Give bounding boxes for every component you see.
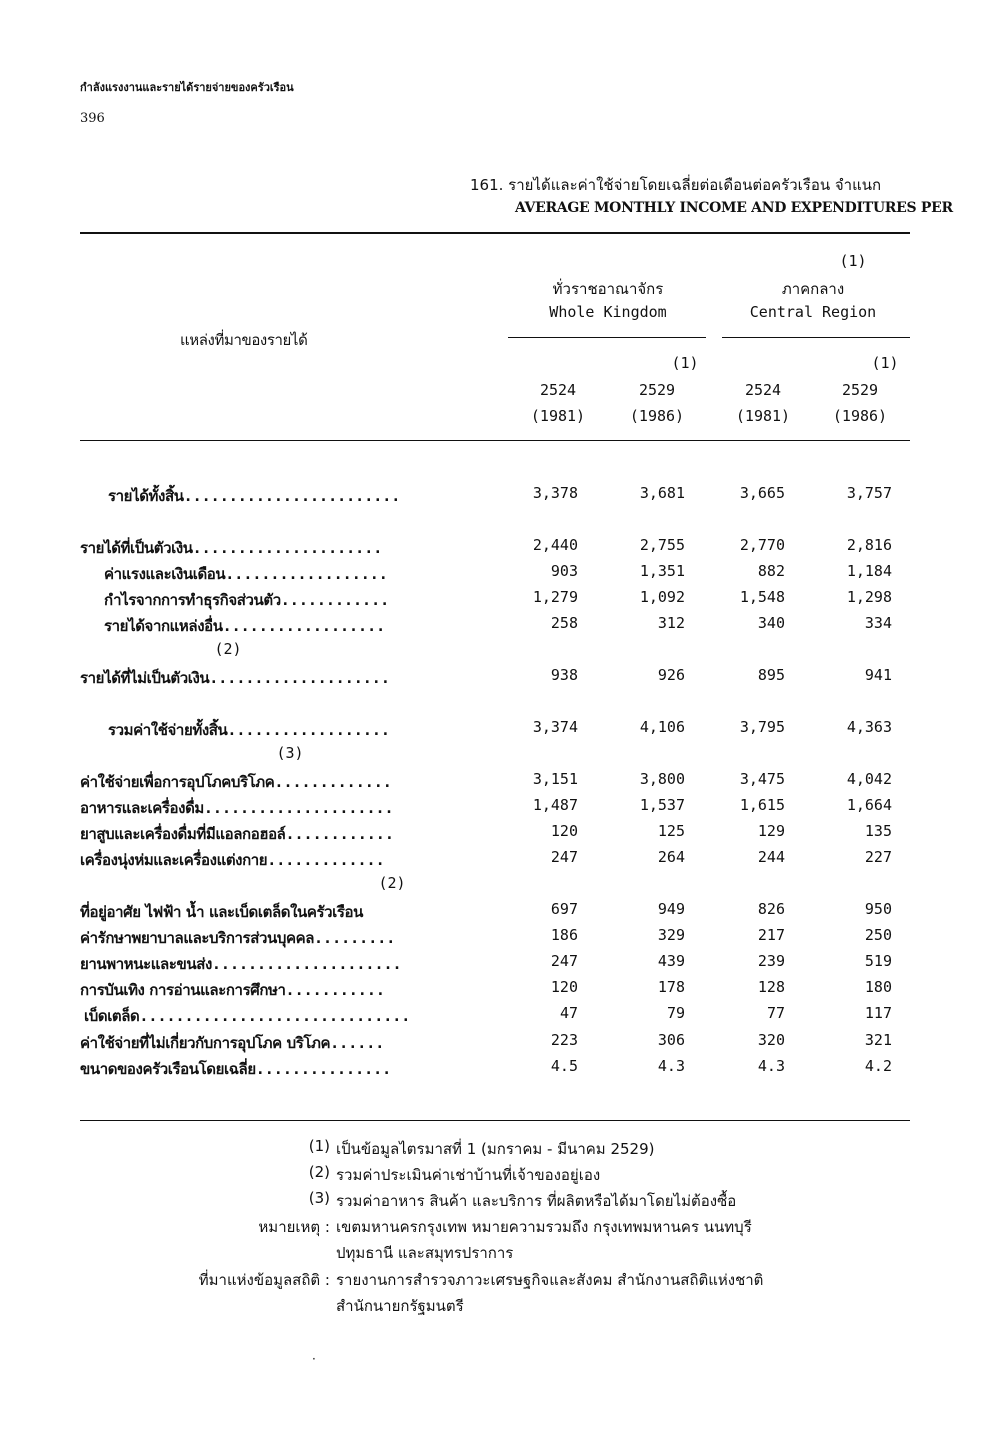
table-cell: 439 xyxy=(657,952,685,970)
row-label-text: ยานพาหนะและขนส่ง xyxy=(80,955,212,973)
footnote-text: เป็นข้อมูลไตรมาสที่ 1 (มกราคม - มีนาคม 2529) xyxy=(336,1140,655,1158)
group-name-english: Whole Kingdom xyxy=(549,303,667,321)
row-label-text: ค่าแรงและเงินเดือน xyxy=(104,565,226,583)
table-cell: 1,537 xyxy=(639,796,685,814)
table-cell: 250 xyxy=(864,926,892,944)
table-cell: 120 xyxy=(550,978,578,996)
table-cell: 117 xyxy=(864,1004,892,1022)
table-cell: 1,664 xyxy=(846,796,892,814)
column-note: (1) xyxy=(871,354,899,372)
row-label xyxy=(80,926,395,950)
footnote-key: (2) xyxy=(308,1163,330,1181)
row-label-text: รวมค่าใช้จ่ายทั้งสิ้น xyxy=(108,721,228,739)
table-cell: 903 xyxy=(550,562,578,580)
column-year: 2529 xyxy=(638,381,676,399)
table-cell: 135 xyxy=(864,822,892,840)
row-label-text: ค่าใช้จ่ายที่ไม่เกี่ยวกับการอุปโภค บริโภค xyxy=(80,1034,331,1052)
row-label xyxy=(80,978,385,1002)
table-cell: 258 xyxy=(550,614,578,632)
row-label-text: เครื่องนุ่งห่มและเครื่องแต่งกาย xyxy=(80,851,268,869)
footnote-text: รายงานการสำรวจภาวะเศรษฐกิจและสังคม สำนักงานสถิติแห่งชาติ xyxy=(336,1271,764,1289)
table-title-thai: 161. รายได้และค่าใช้จ่ายโดยเฉลี่ยต่อเดือนต่อครัวเรือน จำแนก xyxy=(470,176,882,194)
table-cell: 77 xyxy=(766,1004,785,1022)
footnote-text-continued: ปทุมธานี และสมุทรปราการ xyxy=(336,1244,514,1262)
table-cell: 264 xyxy=(657,848,685,866)
table-cell: 1,298 xyxy=(846,588,892,606)
row-label-text: รายได้ที่ไม่เป็นตัวเงิน xyxy=(80,669,210,687)
table-cell: 4,106 xyxy=(639,718,685,736)
footnote-text: รวมค่าอาหาร สินค้า และบริการ ที่ผลิตหรือได้มาโดยไม่ต้องซื้อ xyxy=(336,1192,737,1210)
row-note: (2) xyxy=(214,640,242,658)
table-title-english: AVERAGE MONTHLY INCOME AND EXPENDITURES PER xyxy=(515,200,953,216)
table-cell: 519 xyxy=(864,952,892,970)
footnote-key: (3) xyxy=(308,1189,330,1207)
leader-dots: .................. xyxy=(225,565,388,583)
row-label xyxy=(80,848,385,872)
column-year-ad: (1981) xyxy=(735,407,791,425)
row-label xyxy=(80,1031,384,1055)
row-label-text: กำไรจากการทำธุรกิจส่วนตัว xyxy=(104,591,281,609)
row-label-text: ที่อยู่อาศัย ไฟฟ้า น้ำ และเบ็ดเตล็ดในครัวเรือน xyxy=(80,903,364,921)
row-label xyxy=(108,484,400,508)
leader-dots: ............... xyxy=(255,1060,392,1078)
table-cell: 1,279 xyxy=(532,588,578,606)
table-cell: 128 xyxy=(757,978,785,996)
row-label-text: ค่ารักษาพยาบาลและบริการส่วนบุคคล xyxy=(80,929,315,947)
table-cell: 186 xyxy=(550,926,578,944)
footnote-text-continued: สำนักนายกรัฐมนตรี xyxy=(336,1297,464,1315)
stray-mark: · xyxy=(312,1352,316,1366)
leader-dots: .................... xyxy=(209,669,390,687)
column-year: 2529 xyxy=(841,381,879,399)
table-cell: 329 xyxy=(657,926,685,944)
row-label xyxy=(80,796,394,820)
group-name-english: Central Region xyxy=(749,303,877,321)
row-label-text: ค่าใช้จ่ายเพื่อการอุปโภคบริโภค xyxy=(80,773,275,791)
table-cell: 1,487 xyxy=(532,796,578,814)
column-note: (1) xyxy=(671,354,699,372)
table-cell: 2,440 xyxy=(532,536,578,554)
table-cell: 129 xyxy=(757,822,785,840)
row-label xyxy=(104,614,385,638)
group-underline xyxy=(722,337,910,338)
table-cell: 4,363 xyxy=(846,718,892,736)
row-label xyxy=(80,900,363,924)
column-year: 2524 xyxy=(539,381,577,399)
row-label-text: เบ็ดเตล็ด xyxy=(84,1007,140,1025)
table-cell: 3,374 xyxy=(532,718,578,736)
running-title: กำลังแรงงานและรายได้รายจ่ายของครัวเรือน xyxy=(80,81,294,94)
row-label xyxy=(108,718,390,742)
table-cell: 3,795 xyxy=(739,718,785,736)
row-label-text: รายได้จากแหล่งอื่น xyxy=(104,617,223,635)
table-cell: 3,665 xyxy=(739,484,785,502)
leader-dots: .................. xyxy=(227,721,390,739)
header-bottom-rule xyxy=(80,440,910,441)
leader-dots: ............ xyxy=(285,825,394,843)
row-label-text: รายได้ที่เป็นตัวเงิน xyxy=(80,539,193,557)
leader-dots: ..................... xyxy=(211,955,402,973)
table-cell: 247 xyxy=(550,952,578,970)
row-label xyxy=(80,770,392,794)
table-cell: 180 xyxy=(864,978,892,996)
stub-header: แหล่งที่มาของรายได้ xyxy=(180,331,308,349)
row-label xyxy=(80,536,382,560)
footnote-key: หมายเหตุ : xyxy=(258,1218,330,1236)
row-note: (2) xyxy=(378,874,406,892)
table-bottom-rule xyxy=(80,1120,910,1121)
table-cell: 227 xyxy=(864,848,892,866)
column-year-ad: (1981) xyxy=(530,407,586,425)
group-name-thai: ทั่วราชอาณาจักร xyxy=(552,280,664,298)
table-cell: 697 xyxy=(550,900,578,918)
table-cell: 826 xyxy=(757,900,785,918)
table-cell: 321 xyxy=(864,1031,892,1049)
table-cell: 3,757 xyxy=(846,484,892,502)
table-cell: 882 xyxy=(757,562,785,580)
table-cell: 4.5 xyxy=(550,1057,578,1075)
table-cell: 1,184 xyxy=(846,562,892,580)
table-cell: 223 xyxy=(550,1031,578,1049)
table-cell: 895 xyxy=(757,666,785,684)
leader-dots: ............ xyxy=(280,591,390,609)
row-label xyxy=(84,1004,410,1028)
table-cell: 1,351 xyxy=(639,562,685,580)
table-cell: 926 xyxy=(657,666,685,684)
row-note: (3) xyxy=(276,744,304,762)
table-cell: 47 xyxy=(559,1004,578,1022)
table-cell: 4,042 xyxy=(846,770,892,788)
group-note: (1) xyxy=(839,252,867,270)
leader-dots: ............. xyxy=(267,851,385,869)
table-cell: 2,770 xyxy=(739,536,785,554)
row-label xyxy=(104,588,389,612)
table-cell: 217 xyxy=(757,926,785,944)
row-label-text: การบันเทิง การอ่านและการศึกษา xyxy=(80,981,286,999)
page-number: 396 xyxy=(80,111,105,126)
group-underline xyxy=(508,337,706,338)
table-cell: 4.3 xyxy=(757,1057,785,1075)
footnote-text: รวมค่าประเมินค่าเช่าบ้านที่เจ้าของอยู่เอง xyxy=(336,1166,601,1184)
table-cell: 938 xyxy=(550,666,578,684)
table-cell: 4.2 xyxy=(864,1057,892,1075)
table-cell: 244 xyxy=(757,848,785,866)
column-year-ad: (1986) xyxy=(832,407,888,425)
row-label xyxy=(80,822,394,846)
table-cell: 949 xyxy=(657,900,685,918)
table-cell: 239 xyxy=(757,952,785,970)
table-cell: 247 xyxy=(550,848,578,866)
row-label-text: ขนาดของครัวเรือนโดยเฉลี่ย xyxy=(80,1060,256,1078)
footnote-key: (1) xyxy=(308,1137,330,1155)
row-label xyxy=(104,562,388,586)
leader-dots: ..................... xyxy=(192,539,383,557)
table-cell: 3,475 xyxy=(739,770,785,788)
table-cell: 1,615 xyxy=(739,796,785,814)
row-label-text: ยาสูบและเครื่องดื่มที่มีแอลกอฮอล์ xyxy=(80,825,286,843)
column-year: 2524 xyxy=(744,381,782,399)
table-cell: 4.3 xyxy=(657,1057,685,1075)
leader-dots: ......... xyxy=(314,929,396,947)
table-cell: 1,092 xyxy=(639,588,685,606)
footnote-key: ที่มาแห่งข้อมูลสถิติ : xyxy=(198,1271,330,1289)
leader-dots: ............. xyxy=(274,773,392,791)
group-name-thai: ภาคกลาง xyxy=(781,280,845,298)
table-cell: 178 xyxy=(657,978,685,996)
column-year-ad: (1986) xyxy=(629,407,685,425)
row-label xyxy=(80,1057,391,1081)
table-cell: 3,681 xyxy=(639,484,685,502)
leader-dots: ..................... xyxy=(203,799,394,817)
table-cell: 950 xyxy=(864,900,892,918)
table-cell: 3,800 xyxy=(639,770,685,788)
table-cell: 79 xyxy=(666,1004,685,1022)
leader-dots: .................. xyxy=(222,617,386,635)
leader-dots: ........... xyxy=(285,981,385,999)
table-top-rule xyxy=(80,232,910,234)
leader-dots: ...... xyxy=(330,1034,385,1052)
table-cell: 3,378 xyxy=(532,484,578,502)
table-cell: 320 xyxy=(757,1031,785,1049)
row-label-text: อาหารและเครื่องดื่ม xyxy=(80,799,204,817)
table-cell: 3,151 xyxy=(532,770,578,788)
table-cell: 2,816 xyxy=(846,536,892,554)
row-label xyxy=(80,666,390,690)
table-cell: 1,548 xyxy=(739,588,785,606)
table-cell: 340 xyxy=(757,614,785,632)
row-label-text: รายได้ทั้งสิ้น xyxy=(108,487,184,505)
footnote-text: เขตมหานครกรุงเทพ หมายความรวมถึง กรุงเทพมหานคร นนทบุรี xyxy=(336,1218,752,1236)
table-cell: 125 xyxy=(657,822,685,840)
table-cell: 306 xyxy=(657,1031,685,1049)
table-cell: 2,755 xyxy=(639,536,685,554)
leader-dots: ........................ xyxy=(183,487,401,505)
table-cell: 120 xyxy=(550,822,578,840)
table-cell: 312 xyxy=(657,614,685,632)
table-cell: 941 xyxy=(864,666,892,684)
table-cell: 334 xyxy=(864,614,892,632)
leader-dots: .............................. xyxy=(139,1007,411,1025)
row-label xyxy=(80,952,402,976)
